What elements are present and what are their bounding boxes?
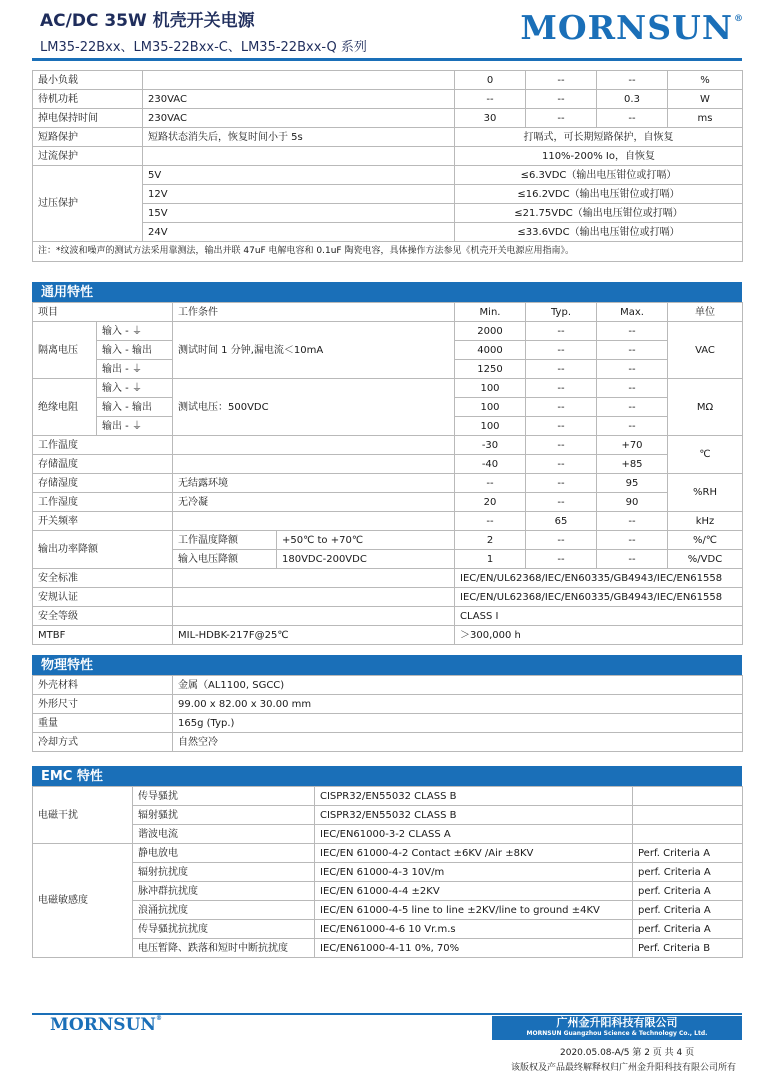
param-condition: 工作温度降额 (173, 531, 277, 550)
param-typ: -- (526, 341, 597, 360)
param-condition (143, 71, 455, 90)
param-min: 2 (455, 531, 526, 550)
param-min: -- (455, 512, 526, 531)
physical-section (32, 655, 742, 752)
table-row (33, 322, 743, 341)
footer-logo: MORNSUN® (50, 1015, 162, 1035)
table-row (33, 787, 743, 806)
emc-criteria: perf. Criteria A (633, 863, 743, 882)
document-title: AC/DC 35W 机壳开关电源 (40, 11, 255, 31)
param-subitem: 输出 - ⏚ (97, 417, 173, 436)
param-condition (173, 607, 455, 626)
table-row (33, 901, 743, 920)
section-heading: 通用特性 (32, 282, 742, 302)
param-name: 安规认证 (33, 588, 173, 607)
param-name: 外形尺寸 (33, 695, 173, 714)
param-condition: 输入电压降额 (173, 550, 277, 569)
param-min: 100 (455, 417, 526, 436)
param-condition (173, 455, 455, 474)
table-row (33, 695, 743, 714)
param-name: 冷却方式 (33, 733, 173, 752)
emc-criteria: Perf. Criteria A (633, 844, 743, 863)
param-max: -- (597, 398, 668, 417)
table-row (33, 626, 743, 645)
param-name: MTBF (33, 626, 173, 645)
table-row (33, 90, 743, 109)
param-value: ＞300,000 h (455, 626, 743, 645)
param-value: IEC/EN/UL62368/IEC/EN60335/GB4943/IEC/EN61558 (455, 588, 743, 607)
param-name: 电磁干扰 (33, 787, 133, 844)
param-condition (173, 512, 455, 531)
param-max: -- (597, 322, 668, 341)
table-row (33, 493, 743, 512)
param-value: 110%-200% Io，自恢复 (455, 147, 743, 166)
param-name: 绝缘电阻 (33, 379, 97, 436)
param-name: 电磁敏感度 (33, 844, 133, 958)
param-unit: % (668, 71, 743, 90)
param-unit: %/VDC (668, 550, 743, 569)
param-condition (173, 569, 455, 588)
param-condition: 5V (143, 166, 455, 185)
param-condition (173, 588, 455, 607)
table-row (33, 474, 743, 493)
param-condition: 无结露环境 (173, 474, 455, 493)
page-header (40, 6, 744, 56)
param-subitem: 谐波电流 (133, 825, 315, 844)
param-subitem: 输入 - ⏚ (97, 322, 173, 341)
param-typ: -- (526, 379, 597, 398)
param-typ: -- (526, 455, 597, 474)
emc-standard: IEC/EN61000-4-11 0%, 70% (315, 939, 633, 958)
table-row (33, 882, 743, 901)
param-typ: -- (526, 71, 597, 90)
header-rule (32, 58, 742, 61)
param-min: 2000 (455, 322, 526, 341)
table-row (33, 512, 743, 531)
param-condition: 230VAC (143, 90, 455, 109)
param-subitem: 输入 - 输出 (97, 398, 173, 417)
param-name: 安全标准 (33, 569, 173, 588)
param-condition: MIL-HDBK-217F@25℃ (173, 626, 455, 645)
param-max: -- (597, 531, 668, 550)
copyright-notice: 该版权及产品最终解释权归广州金升阳科技有限公司所有 (510, 1063, 736, 1073)
table-row (33, 166, 743, 185)
param-value: 打嗝式，可长期短路保护，自恢复 (455, 128, 743, 147)
param-subitem: 辐射抗扰度 (133, 863, 315, 882)
param-value: 自然空冷 (173, 733, 743, 752)
param-min: -- (455, 90, 526, 109)
emc-standard: CISPR32/EN55032 CLASS B (315, 806, 633, 825)
param-min: 30 (455, 109, 526, 128)
param-subitem: 电压暂降、跌落和短时中断抗扰度 (133, 939, 315, 958)
emc-standard: IEC/EN 61000-4-3 10V/m (315, 863, 633, 882)
param-condition: 15V (143, 204, 455, 223)
table-row (33, 863, 743, 882)
param-name: 重量 (33, 714, 173, 733)
param-value: ≤16.2VDC（输出电压钳位或打嗝） (455, 185, 743, 204)
param-min: 20 (455, 493, 526, 512)
col-header-unit: 单位 (668, 303, 743, 322)
param-name: 过压保护 (33, 166, 143, 242)
param-condition: 测试时间 1 分钟,漏电流＜10mA (173, 322, 455, 379)
emc-criteria: perf. Criteria A (633, 882, 743, 901)
emc-standard: IEC/EN61000-3-2 CLASS A (315, 825, 633, 844)
param-condition (173, 436, 455, 455)
param-min: -40 (455, 455, 526, 474)
param-subitem: 传导骚扰抗扰度 (133, 920, 315, 939)
param-name: 过流保护 (33, 147, 143, 166)
param-condition: 230VAC (143, 109, 455, 128)
param-name: 隔离电压 (33, 322, 97, 379)
table-row (33, 844, 743, 863)
table-row (33, 569, 743, 588)
emc-standard: IEC/EN 61000-4-2 Contact ±6KV /Air ±8KV (315, 844, 633, 863)
col-header-item: 项目 (33, 303, 173, 322)
section-heading: EMC 特性 (32, 766, 742, 786)
param-min: 1 (455, 550, 526, 569)
col-header-typ: Typ. (526, 303, 597, 322)
param-condition: 短路状态消失后，恢复时间小于 5s (143, 128, 455, 147)
table-row (33, 939, 743, 958)
param-typ: -- (526, 109, 597, 128)
section-heading: 物理特性 (32, 655, 742, 675)
table-row (33, 147, 743, 166)
general-table (32, 302, 743, 645)
param-name: 待机功耗 (33, 90, 143, 109)
general-section (32, 282, 742, 645)
param-unit: W (668, 90, 743, 109)
param-name: 安全等级 (33, 607, 173, 626)
param-condition: 24V (143, 223, 455, 242)
emc-criteria: Perf. Criteria B (633, 939, 743, 958)
table-row (33, 531, 743, 550)
param-typ: -- (526, 417, 597, 436)
param-value: ≤6.3VDC（输出电压钳位或打嗝） (455, 166, 743, 185)
param-max: 95 (597, 474, 668, 493)
table-row (33, 436, 743, 455)
param-name: 外壳材料 (33, 676, 173, 695)
param-name: 掉电保持时间 (33, 109, 143, 128)
table-row (33, 920, 743, 939)
param-min: 100 (455, 379, 526, 398)
table-row (33, 71, 743, 90)
param-typ: -- (526, 90, 597, 109)
param-max: +70 (597, 436, 668, 455)
col-header-max: Max. (597, 303, 668, 322)
param-subitem: 浪涌抗扰度 (133, 901, 315, 920)
param-typ: -- (526, 398, 597, 417)
param-value: 165g (Typ.) (173, 714, 743, 733)
physical-table (32, 675, 743, 752)
table-row (33, 733, 743, 752)
param-subitem: 输入 - 输出 (97, 341, 173, 360)
document-subtitle: LM35-22Bxx、LM35-22Bxx-C、LM35-22Bxx-Q 系列 (40, 40, 367, 55)
param-value: 99.00 x 82.00 x 30.00 mm (173, 695, 743, 714)
emc-criteria (633, 806, 743, 825)
page-info: 2020.05.08-A/5 第 2 页 共 4 页 (560, 1048, 695, 1058)
mornsun-logo: MORNSUN® (520, 8, 744, 47)
param-condition: 测试电压：500VDC (173, 379, 455, 436)
param-value: 金属（AL1100, SGCC) (173, 676, 743, 695)
param-unit: %RH (668, 474, 743, 512)
param-subitem: 静电放电 (133, 844, 315, 863)
param-name: 开关频率 (33, 512, 173, 531)
param-min: -- (455, 474, 526, 493)
param-unit: ℃ (668, 436, 743, 474)
table-row (33, 455, 743, 474)
table-row (33, 825, 743, 844)
param-subitem: 辐射骚扰 (133, 806, 315, 825)
col-header-min: Min. (455, 303, 526, 322)
table-row (33, 676, 743, 695)
param-value: CLASS I (455, 607, 743, 626)
emc-criteria (633, 787, 743, 806)
param-subitem: 传导骚扰 (133, 787, 315, 806)
emc-criteria: perf. Criteria A (633, 920, 743, 939)
col-header-condition: 工作条件 (173, 303, 455, 322)
param-name: 工作湿度 (33, 493, 173, 512)
param-name: 存储温度 (33, 455, 173, 474)
table-row (33, 607, 743, 626)
param-typ: -- (526, 531, 597, 550)
table-row (33, 379, 743, 398)
param-typ: -- (526, 493, 597, 512)
header-row (33, 303, 743, 322)
param-max: +85 (597, 455, 668, 474)
param-name: 短路保护 (33, 128, 143, 147)
protection-table (32, 70, 743, 262)
param-condition: 12V (143, 185, 455, 204)
param-unit: kHz (668, 512, 743, 531)
param-typ: 65 (526, 512, 597, 531)
param-typ: -- (526, 436, 597, 455)
emc-standard: CISPR32/EN55032 CLASS B (315, 787, 633, 806)
param-max: -- (597, 360, 668, 379)
emc-section (32, 766, 742, 958)
param-typ: -- (526, 550, 597, 569)
param-subitem: 输出 - ⏚ (97, 360, 173, 379)
emc-standard: IEC/EN 61000-4-4 ±2KV (315, 882, 633, 901)
param-name: 工作温度 (33, 436, 173, 455)
table-row (33, 242, 743, 262)
company-name-en: MORNSUN Guangzhou Science & Technology Co., Ltd. (526, 1030, 708, 1037)
param-value: ≤21.75VDC（输出电压钳位或打嗝） (455, 204, 743, 223)
emc-standard: IEC/EN61000-4-6 10 Vr.m.s (315, 920, 633, 939)
param-max: -- (597, 341, 668, 360)
table-row (33, 588, 743, 607)
param-unit: %/℃ (668, 531, 743, 550)
param-max: -- (597, 379, 668, 398)
emc-criteria: perf. Criteria A (633, 901, 743, 920)
emc-standard: IEC/EN 61000-4-5 line to line ±2KV/line to ground ±4KV (315, 901, 633, 920)
param-min: -30 (455, 436, 526, 455)
param-max: -- (597, 417, 668, 436)
table-note: 注：*纹波和噪声的测试方法采用靠测法，输出并联 47uF 电解电容和 0.1uF 陶瓷电容，具体操作方法参见《机壳开关电源应用指南》。 (33, 242, 743, 262)
param-min: 0 (455, 71, 526, 90)
param-condition (143, 147, 455, 166)
param-name: 存储湿度 (33, 474, 173, 493)
param-max: -- (597, 512, 668, 531)
param-unit: VAC (668, 322, 743, 379)
param-subitem: 输入 - ⏚ (97, 379, 173, 398)
param-max: -- (597, 71, 668, 90)
param-unit: MΩ (668, 379, 743, 436)
param-name: 输出功率降额 (33, 531, 173, 569)
param-name: 最小负载 (33, 71, 143, 90)
param-max: -- (597, 550, 668, 569)
param-max: 90 (597, 493, 668, 512)
param-min: 1250 (455, 360, 526, 379)
param-min: 4000 (455, 341, 526, 360)
param-typ: -- (526, 360, 597, 379)
table-row (33, 109, 743, 128)
table-row (33, 806, 743, 825)
param-range: 180VDC-200VDC (277, 550, 455, 569)
table-row (33, 714, 743, 733)
param-value: IEC/EN/UL62368/IEC/EN60335/GB4943/IEC/EN61558 (455, 569, 743, 588)
emc-table (32, 786, 743, 958)
param-subitem: 脉冲群抗扰度 (133, 882, 315, 901)
param-typ: -- (526, 322, 597, 341)
param-range: +50℃ to +70℃ (277, 531, 455, 550)
table-row (33, 128, 743, 147)
company-name-cn: 广州金升阳科技有限公司 (556, 1016, 678, 1029)
param-condition: 无冷凝 (173, 493, 455, 512)
param-max: -- (597, 109, 668, 128)
param-max: 0.3 (597, 90, 668, 109)
param-unit: ms (668, 109, 743, 128)
emc-criteria (633, 825, 743, 844)
param-value: ≤33.6VDC（输出电压钳位或打嗝） (455, 223, 743, 242)
param-typ: -- (526, 474, 597, 493)
footer-company-banner (492, 1016, 742, 1040)
param-min: 100 (455, 398, 526, 417)
